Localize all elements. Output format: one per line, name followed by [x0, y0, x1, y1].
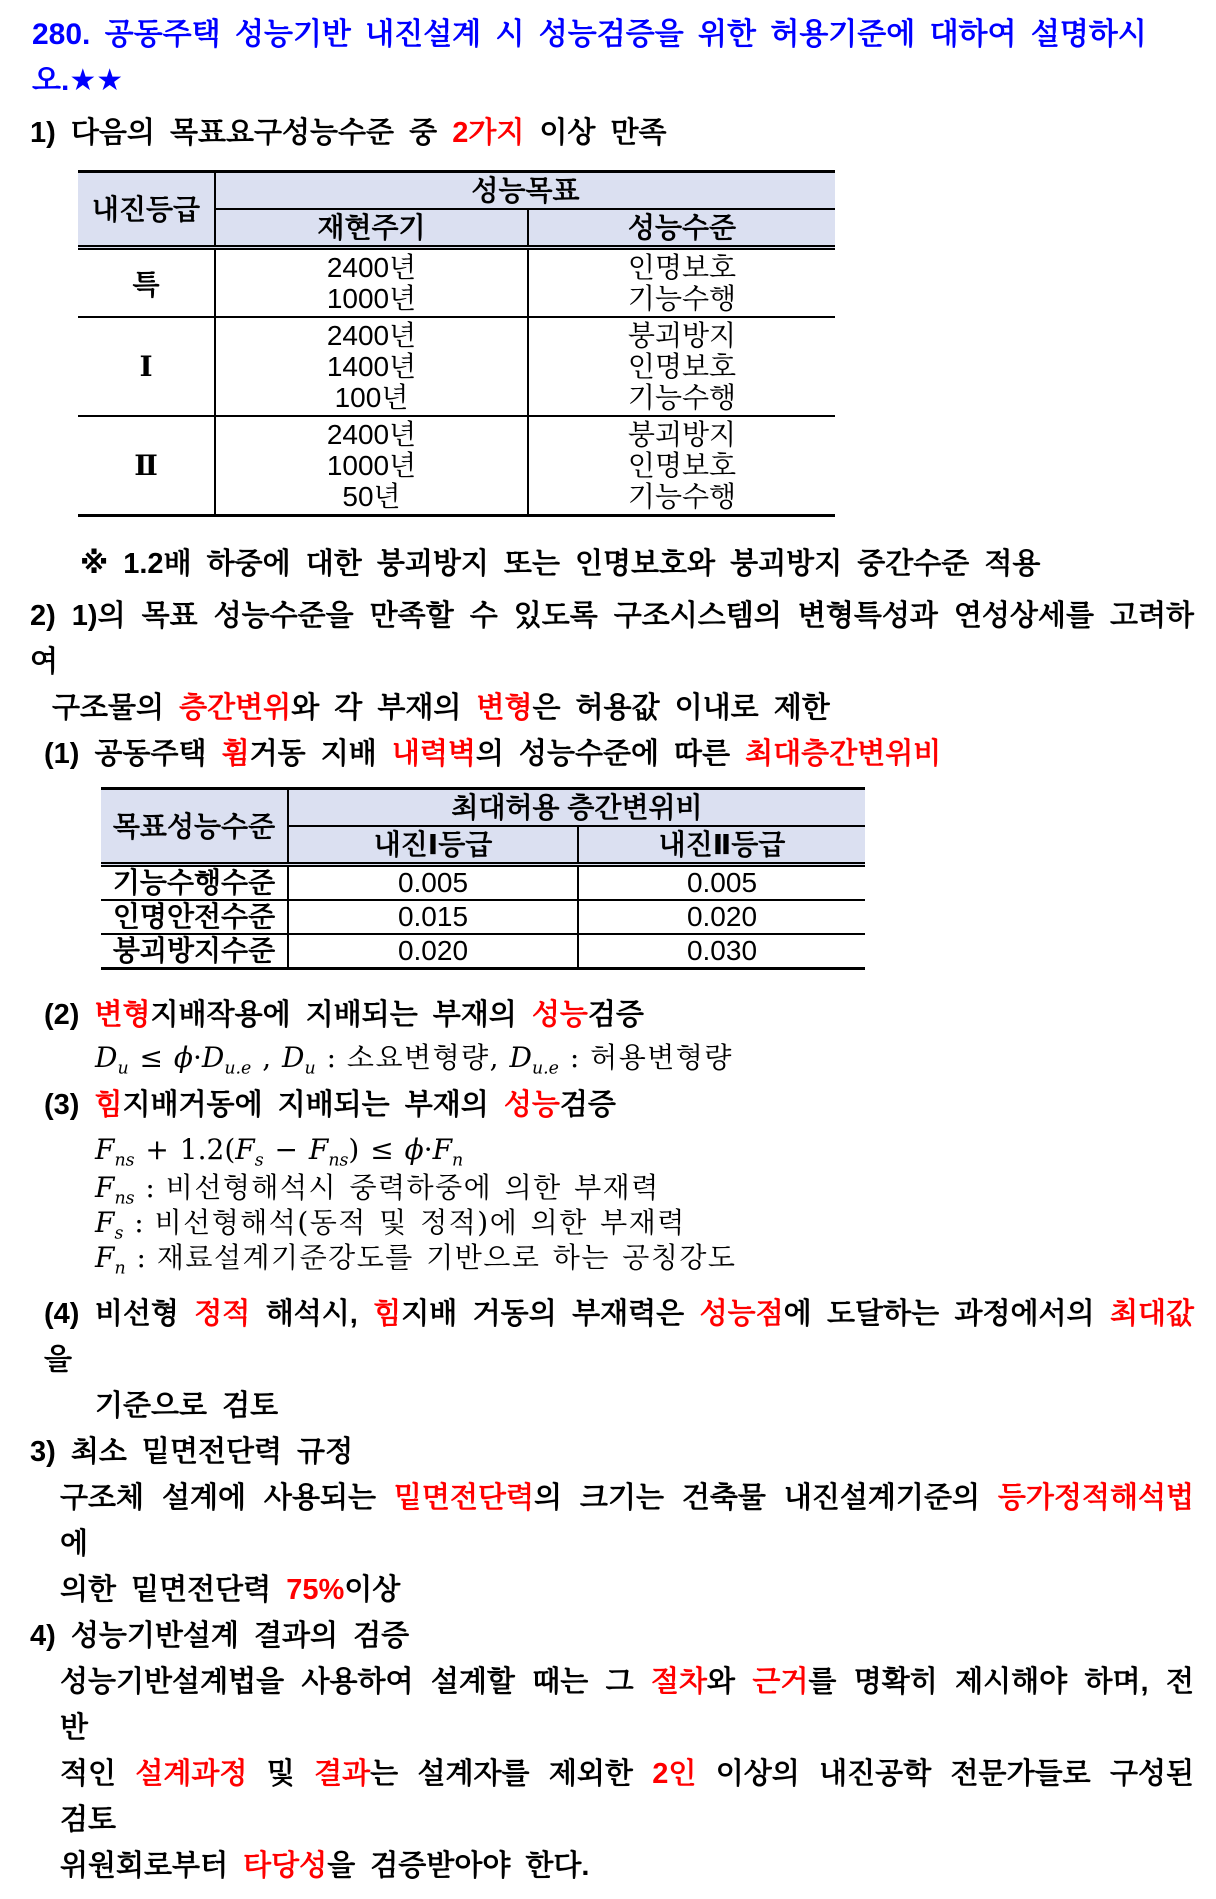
- table2-row3-label: 붕괴방지수준: [112, 935, 276, 966]
- sub3-heading: (3) 힘지배거동에 지배되는 부재의 성능검증: [44, 1089, 616, 1121]
- deformation-check-formula: $D_u \le \phi\cdot D_{u.e}$ , $D_u$ : 소요변형량, $D_{u.e}$ : 허용변형량: [95, 1041, 733, 1079]
- table-cell-value: 1400년: [326, 351, 417, 382]
- table-row: [101, 865, 865, 901]
- table2-header-grade2: 내진Ⅱ등급: [578, 826, 865, 865]
- table-cell-value: 1000년: [326, 283, 417, 314]
- item3-line2: 의한 밑면전단력 75%이상: [60, 1574, 401, 1606]
- sub2-heading: (2) 변형지배작용에 지배되는 부재의 성능검증: [44, 999, 644, 1031]
- table-row: [101, 934, 865, 969]
- item4-line3: 위원회로부터 타당성을 검증받아야 한다.: [60, 1850, 590, 1882]
- table-cell-value: 기능수행: [627, 382, 737, 413]
- table-row: [78, 248, 835, 318]
- fns-definition: $F_{ns}$ : 비선형해석시 중력하중에 의한 부재력: [95, 1171, 660, 1209]
- table2-row2-label: 인명안전수준: [101, 900, 288, 934]
- item2-line1: 2) 1)의 목표 성능수준을 만족할 수 있도록 구조시스템의 변형특성과 연성상세를 고려하여: [30, 600, 1194, 678]
- sub4-line2: 기준으로 검토: [95, 1390, 279, 1422]
- table1-header-grade: 내진등급: [78, 172, 215, 248]
- table1-grade-2: Ⅱ: [134, 450, 158, 482]
- table2-header-row1: [101, 789, 865, 827]
- drift-limit-table: [101, 787, 865, 970]
- table-cell-value: 붕괴방지: [627, 320, 737, 351]
- table1-levels-2: [528, 416, 835, 516]
- table-cell-value: 0.005: [288, 865, 578, 901]
- table-cell-value: 0.015: [288, 900, 578, 934]
- table1-grade-1: Ⅰ: [78, 317, 215, 416]
- item4-line2: 적인 설계과정 및 결과는 설계자를 제외한 2인 이상의 내진공학 전문가들로 구성된 검토: [60, 1758, 1194, 1836]
- fs-definition: $F_s$ : 비선형해석(동적 및 정적)에 의한 부재력: [95, 1206, 686, 1244]
- table1-grade-special: 특: [78, 248, 215, 318]
- table-cell-value: 0.030: [578, 934, 865, 969]
- sub4-line1: (4) 비선형 정적 해석시, 힘지배 거동의 부재력은 성능점에 도달하는 과정에서의 최대값을: [44, 1298, 1194, 1376]
- note-line: ※ 1.2배 하중에 대한 붕괴방지 또는 인명보호와 붕괴방지 중간수준 적용: [80, 548, 1041, 580]
- table1-periods-2: [215, 416, 528, 516]
- table2-header-drift: 최대허용 층간변위비: [288, 789, 865, 827]
- table-row: [101, 900, 865, 934]
- table1-periods-1: [215, 317, 528, 416]
- table-cell-value: 0.020: [288, 934, 578, 969]
- question-title: 280. 공동주택 성능기반 내진설계 시 성능검증을 위한 허용기준에 대하여 설명하시오.★★: [32, 18, 1147, 97]
- table1-header-row1: [78, 172, 835, 210]
- table-cell-value: 50년: [342, 481, 401, 512]
- table-cell-value: 1000년: [326, 450, 417, 481]
- performance-target-table: [78, 170, 835, 517]
- table-cell-value: 인명보호: [627, 351, 737, 382]
- fn-definition: $F_n$ : 재료설계기준강도를 기반으로 하는 공칭강도: [95, 1241, 737, 1279]
- table-row: [78, 416, 835, 516]
- table-cell-value: 2400년: [326, 252, 417, 283]
- table1-header-level: 성능수준: [528, 209, 835, 248]
- sub1-heading: (1) 공동주택 휨거동 지배 내력벽의 성능수준에 따른 최대층간변위비: [44, 738, 942, 770]
- table-cell-value: 100년: [334, 382, 409, 413]
- table1-levels-special: [528, 248, 835, 318]
- table2-header-level: 목표성능수준: [101, 789, 288, 865]
- table-cell-value: 기능수행: [627, 283, 737, 314]
- table2-header-grade1: 내진Ⅰ등급: [288, 826, 578, 865]
- table-cell-value: 붕괴방지: [627, 419, 737, 450]
- item1-heading: 1) 다음의 목표요구성능수준 중 2가지 이상 만족: [30, 117, 667, 149]
- table1-levels-1: [528, 317, 835, 416]
- force-check-formula: $F_{ns} + 1.2(F_s - F_{ns}) \le \phi\cdot F_n$: [95, 1133, 464, 1171]
- item2-line2: 구조물의 층간변위와 각 부재의 변형은 허용값 이내로 제한: [52, 692, 830, 724]
- table-cell-value: 2400년: [326, 419, 417, 450]
- item4-heading: 4) 성능기반설계 결과의 검증: [30, 1620, 410, 1652]
- table-cell-value: 0.020: [578, 900, 865, 934]
- item3-heading: 3) 최소 밑면전단력 규정: [30, 1436, 354, 1468]
- formula-definitions: [95, 1170, 1194, 1279]
- table-cell-value: 인명보호: [627, 252, 737, 283]
- item4-line1: 성능기반설계법을 사용하여 설계할 때는 그 절차와 근거를 명확히 제시해야 하며, 전반: [60, 1666, 1194, 1744]
- table-cell-value: 인명보호: [627, 450, 737, 481]
- table-cell-value: 0.005: [578, 865, 865, 901]
- table-cell-value: 기능수행: [627, 481, 737, 512]
- table2-row1-label: 기능수행수준: [101, 865, 288, 901]
- table1-header-target: 성능목표: [215, 172, 835, 210]
- table1-header-period: 재현주기: [215, 209, 528, 248]
- table-cell-value: 2400년: [326, 320, 417, 351]
- table1-periods-special: [215, 248, 528, 318]
- table-row: [78, 317, 835, 416]
- item3-line1: 구조체 설계에 사용되는 밑면전단력의 크기는 건축물 내진설계기준의 등가정적해석법에: [60, 1482, 1194, 1560]
